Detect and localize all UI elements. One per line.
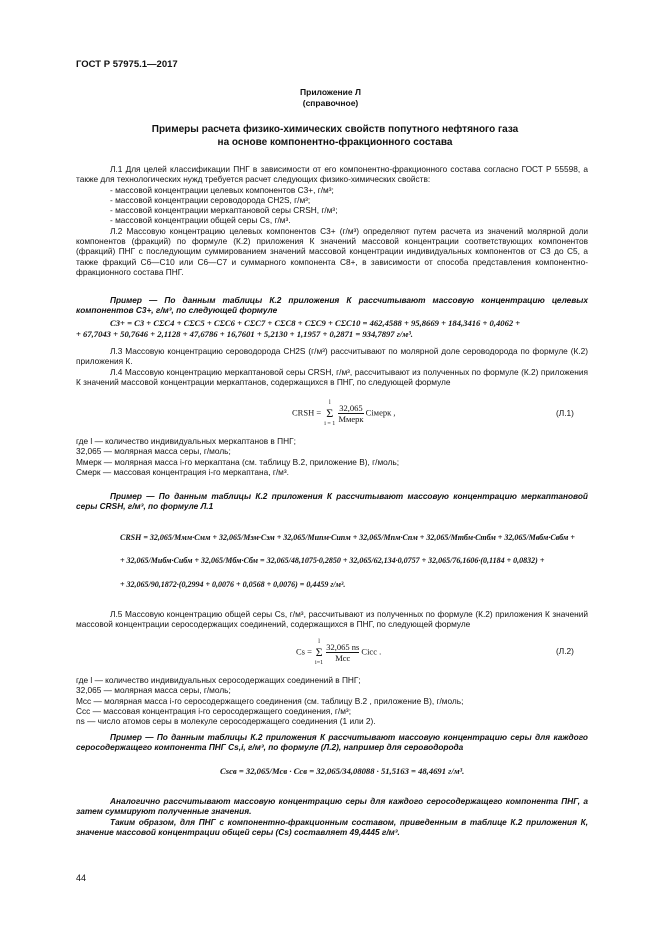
- equation-l2-label: (Л.2): [556, 646, 574, 656]
- example-3-text: Пример — По данным таблицы К.2 приложения К рассчитывают массовую концентрацию серы для каждого серосодержащего компонента ПНГ Cs,i, г/м³, по формуле (Л.2), например для сероводорода: [76, 732, 588, 753]
- formula-rsh-row2: + 32,065/Mибм·Cибм + 32,065/Mбм·Cбм = 32,065/48,1075·0,2850 + 32,065/62,134·0,0757 + 32,065/76,1606·(0,1184 + 0,0832) +: [120, 556, 545, 565]
- document-header: ГОСТ Р 57975.1—2017: [76, 59, 178, 70]
- where-item: 32,065 — молярная масса серы, г/моль;: [76, 685, 231, 696]
- paragraph-l5-text: Л.5 Массовую концентрацию общей серы Cs, г/м³, рассчитывают из полученных по формуле (К.2) приложения К значений массовой концентрации серосодержащих соединений, содержащихся в ПНГ, по следующей формуле: [76, 609, 588, 630]
- example-1-text: Пример — По данным таблицы К.2 приложения К рассчитывают массовую концентрацию целевых компонентов C3+, г/м³, по следующей формуле: [76, 295, 588, 316]
- closing-text: [76, 796, 588, 837]
- equation-l2: Cs = l Σ i=1 $\frac{32,065 ns}{\text{Mсс}}$ Ciсс .: [296, 639, 382, 666]
- paragraph-l1: [76, 164, 588, 277]
- where-item: Mсс — молярная масса i-го серосодержащего соединения (см. таблицу В.2 , приложение В), г/моль;: [76, 695, 464, 706]
- l1-item: - массовой концентрации сероводорода CH2S, г/м³;: [110, 194, 311, 205]
- where-item: Mмерк — молярная масса i-го меркаптана (см. таблицу В.2, приложение В), г/моль;: [76, 456, 400, 467]
- page-number: 44: [76, 873, 87, 883]
- appendix-title: Приложение Л: [300, 87, 361, 97]
- paragraph-l5: [76, 609, 588, 630]
- example-2: [76, 491, 588, 512]
- formula-rsh-row1: CRSH = 32,065/Mмм·Cмм + 32,065/Mэм·Cэм + 32,065/Mипм·Cипм + 32,065/Mпм·Cпм + 32,065/Mтбм·Cтбм + 32,065/Mвбм·Cвбм +: [120, 533, 575, 542]
- closing-paragraph-2: Таким образом, для ПНГ с компонентно-фракционным составом, приведенным в таблице К.2 приложения К, значение массовой концентрации общей серы (Cs) составляет 49,4445 г/м³.: [76, 816, 588, 837]
- formula-c3-line1: C3+ = C3 + CΣC4 + CΣC5 + CΣC6 + CΣC7 + CΣC8 + CΣC9 + CΣC10 = 462,4588 + 95,8669 + 184,3416 + 0,4062 +: [110, 318, 521, 328]
- paragraph-l2: Л.2 Массовую концентрацию целевых компонентов C3+ (г/м³) определяют путем расчета из значений молярной доли компонентов (фракций) по формуле (К.2) приложения К значений массовой концентрации соответствующих компонентов (фракций) ПНГ с последующим суммированием значений массовой концентрации индивидуальных компонентов от C3 до C5, а также фракций C6—C10 или C6—C7 и суммарного компонента C8+, в зависимости от способа представления компонентно-фракционного состава ПНГ.: [76, 225, 588, 277]
- appendix-note: (справочное): [302, 98, 359, 108]
- example-1: [76, 295, 588, 316]
- l1-item: - массовой концентрации общей серы Cs, г/м³.: [110, 215, 291, 226]
- where-item: где l — количество индивидуальных серосодержащих соединений в ПНГ;: [76, 675, 361, 685]
- section-title-line1: Примеры расчета физико-химических свойств попутного нефтяного газа: [151, 124, 519, 135]
- equation-l1: CRSH = l Σ i = 1 $\frac{32,065}{\text{Mмерк}}$ Ciмерк ,: [292, 400, 396, 427]
- closing-paragraph-1: Аналогично рассчитывают массовую концентрацию серы для каждого серосодержащего компонента ПНГ, а затем суммируют полученные значения.: [76, 796, 588, 817]
- formula-h2s: Csсв = 32,065/Mсв · Cсв = 32,065/34,08088 · 51,5163 = 48,4691 г/м³.: [220, 766, 465, 776]
- l1-item: - массовой концентрации меркаптановой серы CRSH, г/м³;: [110, 205, 338, 216]
- section-title-line2: на основе компонентно-фракционного состава: [217, 137, 453, 148]
- l1-intro: Л.1 Для целей классификации ПНГ в зависимости от его компонентно-фракционного состава согласно ГОСТ Р 55598, а также для технологических нужд требуется расчет следующих физико-химических свойств:: [76, 164, 588, 185]
- where-item: ns — число атомов серы в молекуле серосодержащего соединения (1 или 2).: [76, 716, 376, 727]
- paragraph-l3-l4: [76, 346, 588, 387]
- example-3: [76, 732, 588, 753]
- where-item: Cсс — массовая концентрация i-го серосодержащего соединения, г/м³;: [76, 705, 351, 716]
- equation-l1-label: (Л.1): [556, 408, 574, 418]
- where-item: Cмерк — массовая концентрация i-го меркаптана, г/м³.: [76, 466, 289, 477]
- formula-rsh-row3: + 32,065/90,1872·(0,2994 + 0,0076 + 0,0568 + 0,0076) = 0,4459 г/м³.: [120, 580, 346, 589]
- where-item: где l — количество индивидуальных меркаптанов в ПНГ;: [76, 436, 296, 446]
- paragraph-l4: Л.4 Массовую концентрацию меркаптановой серы CRSH, г/м³, рассчитывают из полученных по формуле (К.2) приложения К значений массовой концентрации меркаптанов, содержащихся в ПНГ, по следующей формуле: [76, 366, 588, 387]
- where-list-2: [76, 675, 588, 726]
- where-item: 32,065 — молярная масса серы, г/моль;: [76, 446, 231, 457]
- where-list-1: [76, 436, 588, 477]
- paragraph-l3: Л.3 Массовую концентрацию сероводорода CH2S (г/м³) рассчитывают по молярной доле сероводорода по формуле (К.2) приложения К.: [76, 346, 588, 367]
- formula-c3-line2: + 67,7043 + 50,7646 + 2,1128 + 47,6786 + 16,7601 + 5,2130 + 1,1957 + 0,2871 = 934,7897 г/м³.: [76, 329, 413, 339]
- example-2-text: Пример — По данным таблицы К.2 приложения К рассчитывают массовую концентрацию меркаптановой серы CRSH, г/м³, по формуле Л.1: [76, 491, 588, 512]
- l1-item: - массовой концентрации целевых компонентов C3+, г/м³;: [110, 184, 334, 195]
